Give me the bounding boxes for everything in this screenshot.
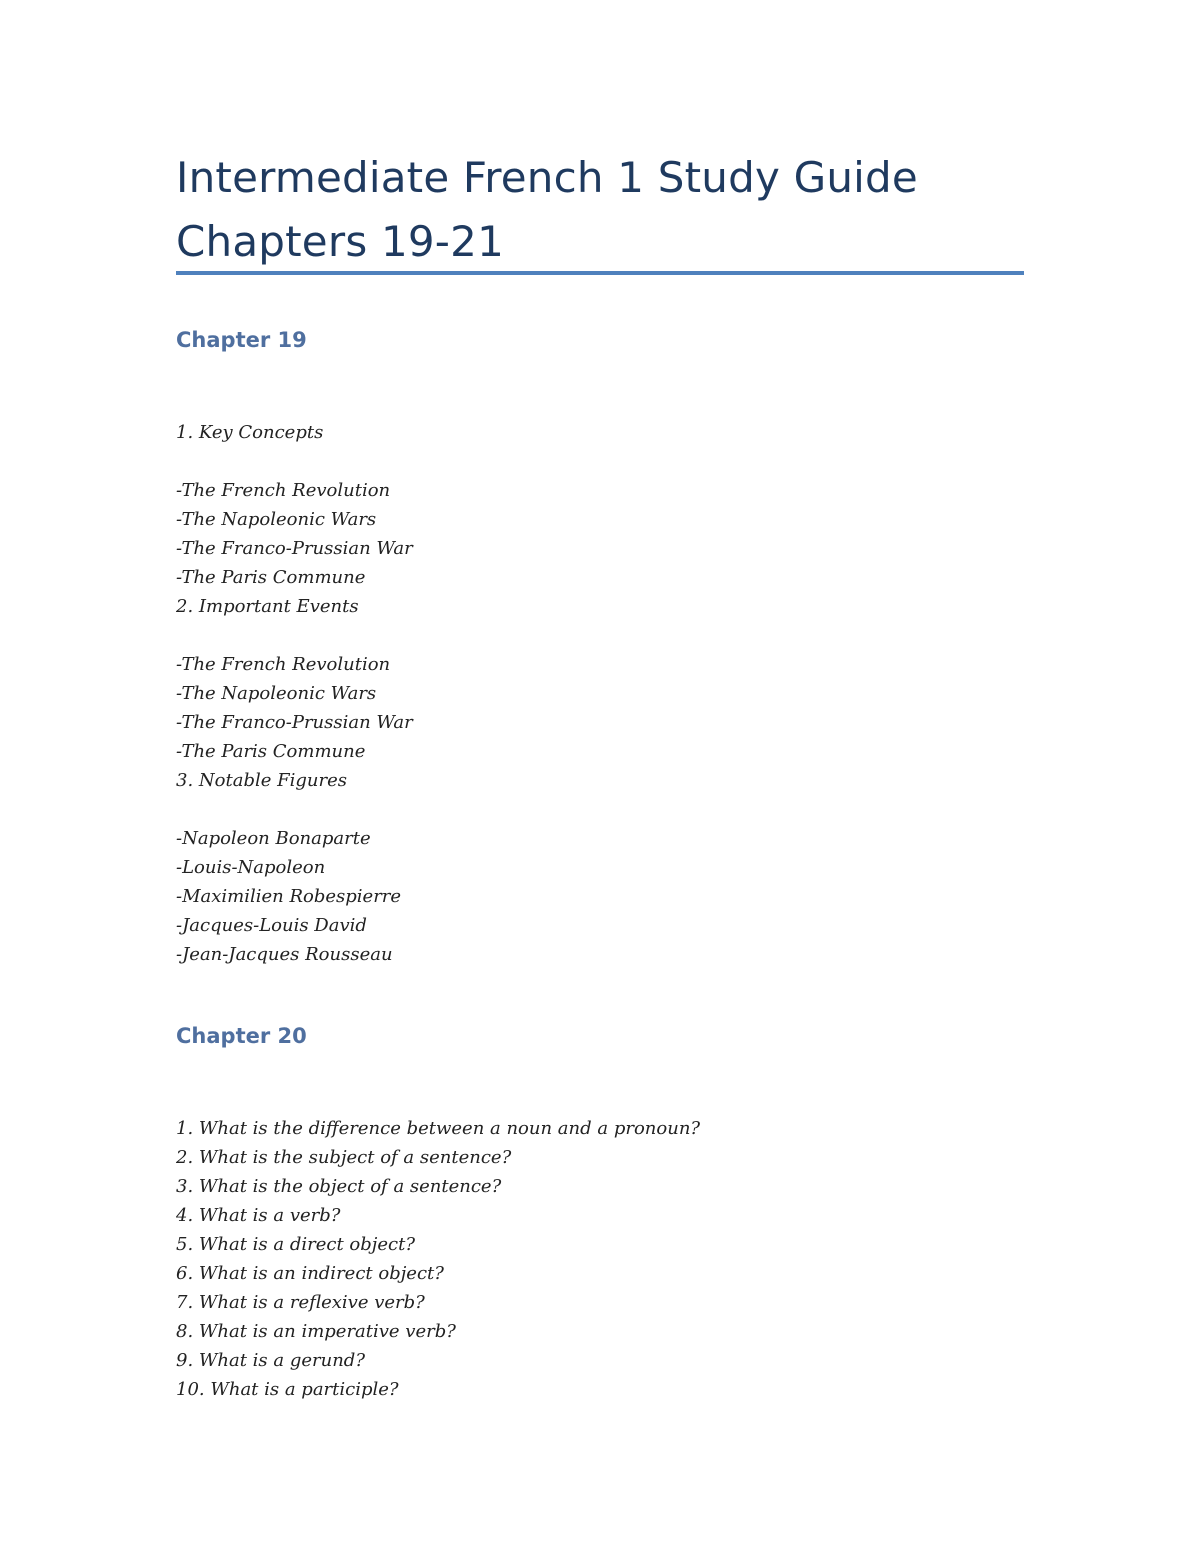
question-item: 4. What is a verb? <box>176 1205 341 1226</box>
list-item: -Napoleon Bonaparte <box>176 828 371 849</box>
question-item: 3. What is the object of a sentence? <box>176 1176 502 1197</box>
list-item: -The Napoleonic Wars <box>176 509 377 530</box>
list-item: -The Napoleonic Wars <box>176 683 377 704</box>
list-item: -Louis-Napoleon <box>176 857 326 878</box>
blank-line <box>176 795 413 824</box>
list-item: -The Paris Commune <box>176 741 366 762</box>
question-item: 7. What is a reflexive verb? <box>176 1292 425 1313</box>
question-item: 9. What is a gerund? <box>176 1350 365 1371</box>
chapter-19-content <box>176 418 413 969</box>
list-item: -Jean-Jacques Rousseau <box>176 944 393 965</box>
question-item: 1. What is the difference between a noun and a pronoun? <box>176 1118 701 1139</box>
blank-line <box>176 621 413 650</box>
title-line-2: Chapters 19-21 <box>176 217 504 266</box>
question-item: 8. What is an imperative verb? <box>176 1321 456 1342</box>
chapter-19-heading: Chapter 19 <box>176 328 307 352</box>
question-item: 10. What is a participle? <box>176 1379 399 1400</box>
title-underline-rule <box>176 271 1024 275</box>
list-item: -Maximilien Robespierre <box>176 886 402 907</box>
list-item: 1. Key Concepts <box>176 422 324 443</box>
list-item: -The Franco-Prussian War <box>176 712 413 733</box>
list-item: -The French Revolution <box>176 480 391 501</box>
document-title <box>176 146 1026 274</box>
question-item: 2. What is the subject of a sentence? <box>176 1147 512 1168</box>
list-item: -The Franco-Prussian War <box>176 538 413 559</box>
list-item: -The Paris Commune <box>176 567 366 588</box>
question-item: 5. What is a direct object? <box>176 1234 415 1255</box>
list-item: -The French Revolution <box>176 654 391 675</box>
blank-line <box>176 447 413 476</box>
question-item: 6. What is an indirect object? <box>176 1263 444 1284</box>
chapter-20-questions <box>176 1114 700 1404</box>
chapter-20-heading: Chapter 20 <box>176 1024 307 1048</box>
list-item: 3. Notable Figures <box>176 770 347 791</box>
list-item: -Jacques-Louis David <box>176 915 367 936</box>
list-item: 2. Important Events <box>176 596 359 617</box>
title-line-1: Intermediate French 1 Study Guide <box>176 153 918 202</box>
